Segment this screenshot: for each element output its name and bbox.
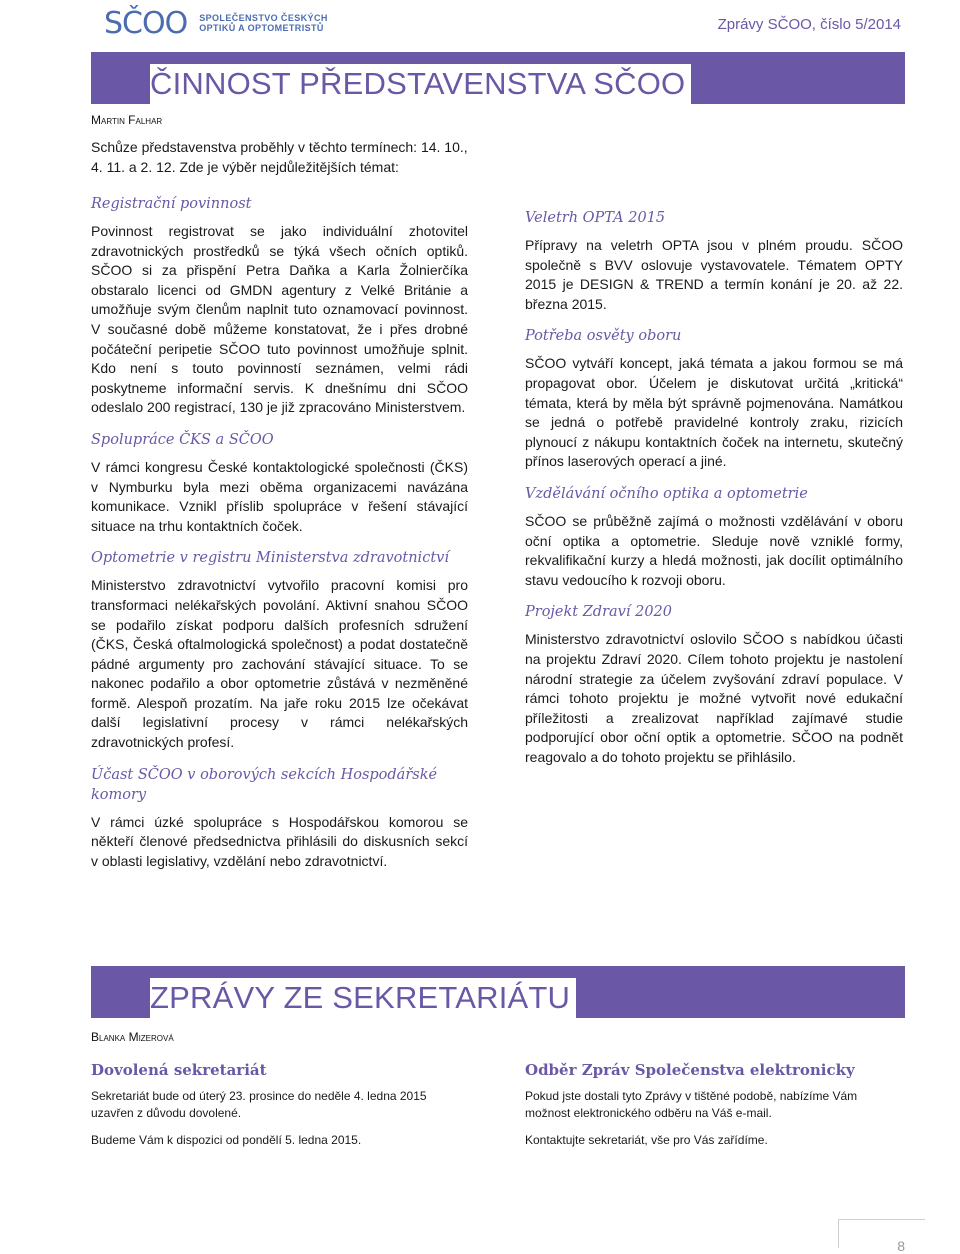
logo — [104, 6, 328, 40]
topic-paragraph: V rámci úzké spolupráce s Hospodářskou komorou se někteří členové předsednictva přihlásili do diskusních sekcí v oblasti legislativy, vzdělání nebo zdravotnictví. — [91, 813, 468, 869]
topic-health2020 — [525, 602, 903, 767]
article-author: Blanka Mizerová — [91, 1030, 174, 1044]
topic-heading: Vzdělávání očního optika a optometrie — [525, 485, 808, 502]
topic-heading: Spolupráce ČKS a SČOO — [91, 431, 274, 448]
topic-paragraph: SČOO se průběžně zajímá o možnosti vzdělávání v oboru oční optika a optometrie. Sleduje nově vzniklé formy, rekvalifikační kurzy a hledá možnosti, jak docílit optimálního stavu vedoucího k rozvoji oboru. — [525, 512, 903, 588]
issue-label: Zprávy SČOO, číslo 5/2014 — [717, 16, 901, 33]
topic-cooperation — [91, 430, 468, 536]
topic-heading: Odběr Zpráv Společenstva elektronicky — [525, 1061, 855, 1079]
secretariat-left — [91, 1060, 468, 1157]
logo-mark: SČOO — [104, 5, 188, 41]
article-intro — [91, 138, 468, 185]
topic-paragraph: Ministerstvo zdravotnictví oslovilo SČOO s nabídkou účasti na projektu Zdraví 2020. Cílem tohoto projektu je nastolení národní strategie za účelem zvyšování zdraví populace. V rámci tohoto projektu je možné vytvořit nové edukační příležitosti a zrealizovat například zajímavé studie podporující obor oční optik a optometrie. SČOO na podnět reagovalo a do tohoto projektu se přihlásilo. — [525, 631, 903, 765]
topic-optometry-register — [91, 548, 468, 752]
topic-paragraph: Ministerstvo zdravotnictví vytvořilo pracovní komisi pro transformaci nelékařských povolání. Aktivní snahou SČOO se podařilo získat podporu dalších profesních sdružení (ČKS, Česká oftalmologická společnost) a podat dostatečně pádné argumenty pro zachování stávající situace. To se nakonec podařilo a obor optometrie zůstává v nezměněné formě. Alespoň prozatím. Na jaře roku 2015 lze očekávat další legislativní procesy v rámci nelékařských zdravotnických profesí. — [91, 577, 468, 751]
topic-awareness — [525, 326, 903, 472]
page-number-frame — [838, 1219, 925, 1248]
topic-education — [525, 484, 903, 590]
topic-paragraph: V rámci kongresu České kontaktologické společnosti (ČKS) v Nymburku byla mezi oběma organizacemi navázána komunikace. Vznikl příslib spolupráce v řešení stávající situace na trhu kontaktních čoček. — [91, 458, 468, 534]
topic-paragraph: Přípravy na veletrh OPTA jsou v plném proudu. SČOO společně s BVV oslovuje vystavovatele. Tématem OPTY 2015 je DESIGN & TREND a termín konání je 20. až 22. března 2015. — [525, 237, 903, 312]
topic-paragraph: Sekretariát bude od úterý 23. prosince do neděle 4. ledna 2015 uzavřen z důvodu dovolené. — [91, 1089, 427, 1120]
topic-paragraph: SČOO vytváří koncept, jaká témata a jakou formou se má propagovat obor. Účelem je diskutovat určitá „kritická“ témata, která by měla být správně pojmenována. Namátkou se jedná o potřebě pravidelné kontroly zraku, rizicích plynoucí z nákupu kontaktních čoček na internetu, skutečný přínos laserových operací a jiné. — [525, 355, 903, 470]
topic-heading: Dovolená sekretariát — [91, 1061, 267, 1079]
section-title: ČINNOST PŘEDSTAVENSTVA SČOO — [150, 64, 691, 104]
logo-line-1: SPOLEČENSTVO ČESKÝCH — [199, 13, 328, 23]
topic-paragraph: Budeme Vám k dispozici od pondělí 5. ledna 2015. — [91, 1133, 362, 1147]
logo-line-2: OPTIKŮ A OPTOMETRISTŮ — [199, 23, 324, 33]
topic-registration — [91, 194, 468, 418]
secretariat-right — [525, 1060, 903, 1157]
topic-heading: Účast SČOO v oborových sekcích Hospodářské komory — [91, 766, 438, 803]
topic-heading: Projekt Zdraví 2020 — [525, 604, 672, 621]
topic-paragraph: Pokud jste dostali tyto Zprávy v tištěné podobě, nabízíme Vám možnost elektronického odběru na Váš e-mail. — [525, 1089, 858, 1120]
section-title: ZPRÁVY ZE SEKRETARIÁTU — [150, 978, 576, 1018]
page-number: 8 — [897, 1238, 905, 1254]
topic-heading: Veletrh OPTA 2015 — [525, 210, 666, 226]
topic-paragraph: Kontaktujte sekretariát, vše pro Vás zařídíme. — [525, 1133, 768, 1147]
topic-heading: Potřeba osvěty oboru — [525, 328, 682, 345]
topic-heading: Registrační povinnost — [91, 196, 252, 212]
logo-text — [199, 13, 328, 33]
topic-heading: Optometrie v registru Ministerstva zdravotnictví — [91, 550, 449, 567]
article-author: Martin Falhar — [91, 113, 163, 127]
left-column — [91, 194, 468, 879]
right-column — [525, 208, 903, 775]
topic-opta — [525, 208, 903, 314]
topic-paragraph: Povinnost registrovat se jako individuální zhotovitel zdravotnických prostředků se týká všech očních optiků. SČOO si za přispění Petra Daňka a Karla Žolnierčíka obstaralo licenci od GMDN agentury z Velké Británie a umožňuje svým členům naplnit tuto oznamovací povinnost. V současné době můžeme konstatovat, že i přes drobné počáteční peripetie SČOO tuto povinnost umožňuje splnit. Kdo není s touto povinností seznámen, velmi rádi poskytneme informační servis. K dnešnímu dni SČOO odeslalo 200 registrací, 130 je již zpracováno Ministerstvem. — [91, 223, 468, 416]
intro-text: Schůze představenstva proběhly v těchto termínech: 14. 10., 4. 11. a 2. 12. Zde je výběr nejdůležitějších témat: — [91, 139, 468, 175]
topic-chamber — [91, 765, 468, 872]
